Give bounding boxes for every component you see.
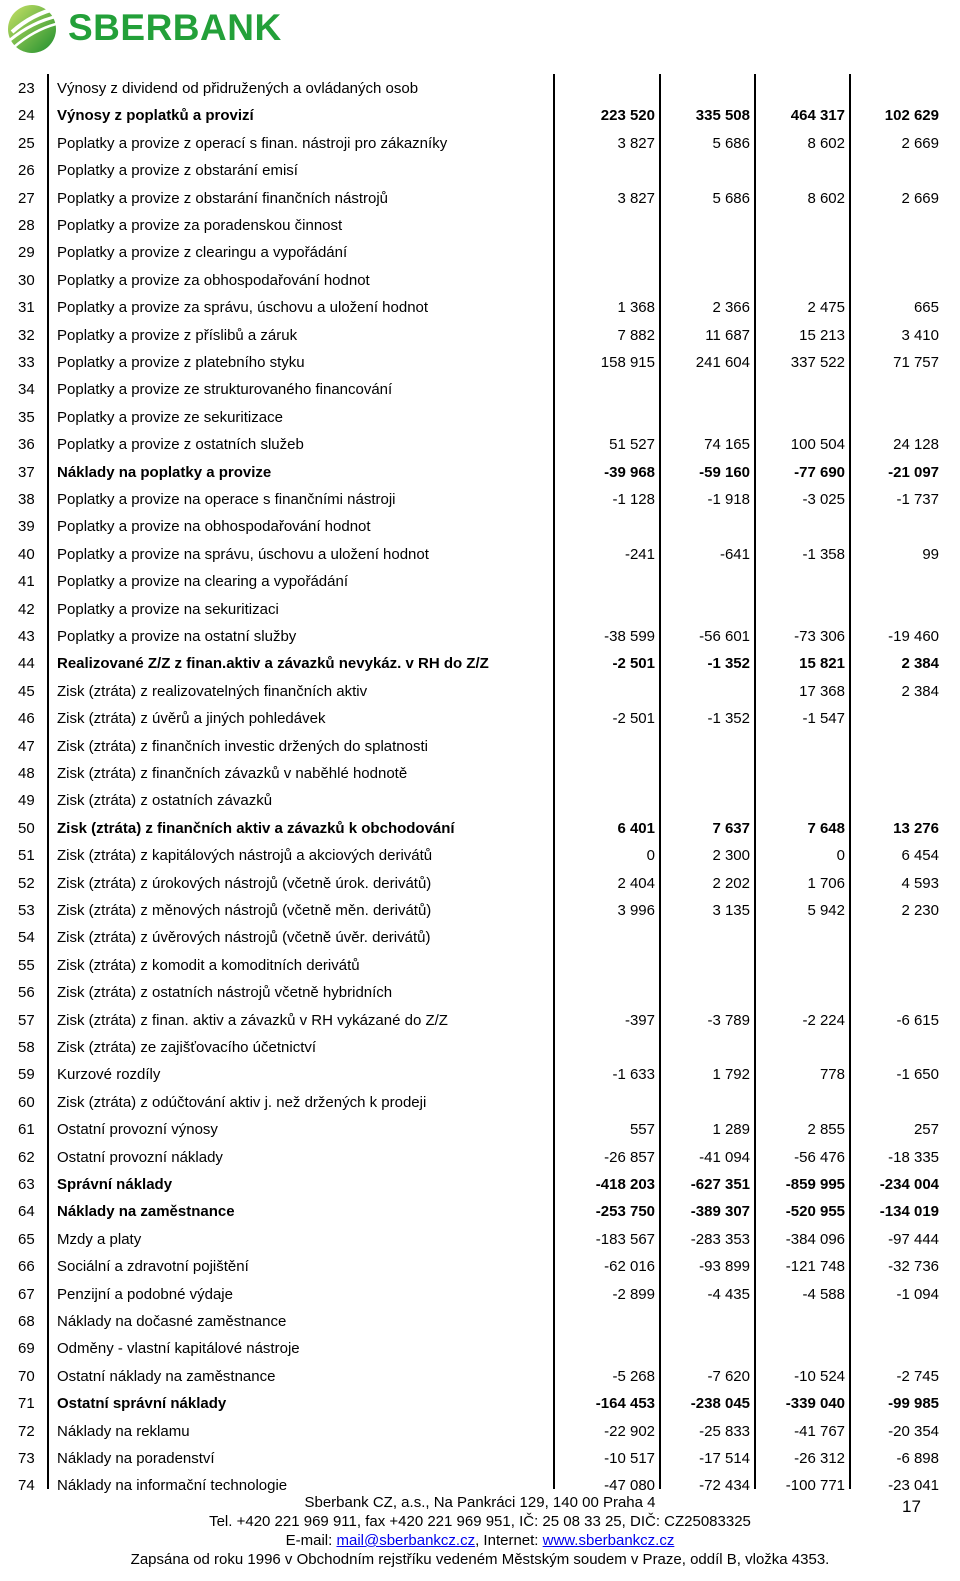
value-cell: 15 213 (799, 326, 845, 344)
value-cell: -56 601 (699, 628, 750, 645)
table-row (8, 375, 952, 402)
value-cell: 15 821 (799, 655, 845, 673)
row-number: 68 (18, 1313, 35, 1330)
value-cell: -418 203 (595, 1176, 655, 1193)
row-number: 32 (18, 326, 35, 344)
row-label: Poplatky a provize z operací s finan. nástroji pro zákazníky (57, 134, 448, 152)
value-cell: 223 520 (600, 107, 655, 125)
value-cell: -1 737 (896, 491, 939, 508)
row-label: Zisk (ztráta) z komodit a komoditních derivátů (57, 956, 360, 974)
row-number: 73 (18, 1450, 35, 1467)
value-cell: -77 690 (794, 463, 845, 481)
table-row (8, 1389, 952, 1416)
value-cell: -389 307 (690, 1203, 750, 1221)
table-row (8, 951, 952, 978)
value-cell: -384 096 (785, 1230, 845, 1248)
value-cell: -38 599 (604, 628, 655, 645)
value-cell: 665 (913, 299, 939, 317)
row-number: 27 (18, 189, 35, 207)
value-cell: 464 317 (790, 107, 845, 125)
table-row (8, 184, 952, 211)
value-cell: 71 757 (893, 354, 939, 371)
row-number: 23 (18, 80, 35, 97)
footer-registry: Zapsána od roku 1996 v Obchodním rejstříku vedeném Městským soudem v Praze, oddíl B, vložka 4353. (130, 1551, 830, 1568)
value-cell: -6 898 (896, 1450, 939, 1467)
value-cell: 100 504 (790, 436, 845, 454)
table-row (8, 869, 952, 896)
row-label: Zisk (ztráta) z odúčtování aktiv j. než držených k prodeji (57, 1093, 427, 1111)
table-row (8, 677, 952, 704)
table-row (8, 238, 952, 265)
value-cell: -41 094 (699, 1148, 750, 1166)
row-number: 36 (18, 436, 35, 454)
row-label: Zisk (ztráta) ze zajišťovacího účetnictví (57, 1039, 317, 1056)
internet-prefix: , Internet: (475, 1532, 543, 1549)
row-number: 53 (18, 902, 35, 919)
row-label: Realizované Z/Z z finan.aktiv a závazků nevykáz. v RH do Z/Z (57, 655, 489, 673)
row-label: Náklady na dočasné zaměstnance (57, 1313, 287, 1330)
row-label: Poplatky a provize na ostatní služby (57, 628, 297, 645)
row-number: 63 (18, 1176, 35, 1193)
value-cell: 2 669 (901, 189, 939, 207)
row-number: 26 (18, 162, 35, 180)
row-number: 60 (18, 1093, 35, 1111)
row-number: 67 (18, 1285, 35, 1303)
row-label: Poplatky a provize za poradenskou činnost (57, 217, 343, 234)
value-cell: 337 522 (790, 354, 845, 371)
value-cell: -3 789 (707, 1011, 750, 1029)
row-label: Náklady na poplatky a provize (57, 463, 272, 481)
table-row (8, 1225, 952, 1252)
value-cell: 2 366 (712, 299, 750, 317)
sberbank-logo (6, 2, 282, 54)
row-number: 42 (18, 600, 35, 618)
value-cell: 5 686 (712, 134, 750, 152)
row-number: 33 (18, 354, 35, 371)
row-number: 54 (18, 929, 35, 947)
value-cell: -99 985 (888, 1395, 939, 1413)
value-cell: -234 004 (879, 1176, 939, 1193)
table-row (8, 156, 952, 183)
row-label: Zisk (ztráta) z kapitálových nástrojů a akciových derivátů (57, 847, 433, 865)
row-number: 29 (18, 244, 35, 262)
value-cell: 0 (836, 847, 845, 865)
row-number: 52 (18, 874, 35, 892)
row-label: Poplatky a provize ze sekuritizace (57, 408, 283, 426)
table-row (8, 622, 952, 649)
row-number: 49 (18, 792, 35, 810)
value-cell: -2 745 (896, 1367, 939, 1385)
value-cell: 1 289 (712, 1121, 750, 1139)
table-row (8, 1115, 952, 1142)
value-cell: 4 593 (901, 874, 939, 892)
value-cell: -47 080 (604, 1477, 655, 1495)
value-cell: 2 855 (807, 1121, 845, 1139)
table-row (8, 896, 952, 923)
row-label: Poplatky a provize na operace s finančními nástroji (57, 491, 396, 508)
value-cell: -183 567 (595, 1230, 655, 1248)
value-cell: -5 268 (612, 1367, 655, 1385)
row-label: Zisk (ztráta) z finan. aktiv a závazků v RH vykázané do Z/Z (57, 1011, 448, 1029)
value-cell: -4 588 (802, 1285, 845, 1303)
value-cell: 2 230 (901, 902, 939, 919)
row-number: 39 (18, 518, 35, 536)
row-number: 28 (18, 217, 35, 234)
row-label: Náklady na informační technologie (57, 1477, 288, 1495)
value-cell: -21 097 (888, 463, 939, 481)
value-cell: -1 094 (896, 1285, 939, 1303)
row-number: 70 (18, 1367, 35, 1385)
table-row (8, 1143, 952, 1170)
table-row (8, 1444, 952, 1471)
value-cell: -39 968 (604, 463, 655, 481)
table-row (8, 595, 952, 622)
value-cell: -10 524 (794, 1367, 845, 1385)
sberbank-logo-icon (6, 2, 62, 54)
value-cell: -18 335 (888, 1148, 939, 1166)
table-row (8, 704, 952, 731)
table-row (8, 1006, 952, 1033)
value-cell: 778 (819, 1066, 845, 1084)
value-cell: -4 435 (707, 1285, 750, 1303)
value-cell: 3 410 (901, 326, 939, 344)
table-row (8, 485, 952, 512)
table-row (8, 74, 952, 101)
value-cell: -1 918 (707, 491, 750, 508)
table-row (8, 567, 952, 594)
row-number: 61 (18, 1121, 35, 1139)
value-cell: -22 902 (604, 1422, 655, 1440)
value-cell: -56 476 (794, 1148, 845, 1166)
row-label: Zisk (ztráta) z měnových nástrojů (včetně měn. derivátů) (57, 902, 432, 919)
value-cell: 557 (629, 1121, 655, 1139)
value-cell: -2 501 (612, 655, 655, 673)
row-number: 51 (18, 847, 35, 865)
row-number: 45 (18, 682, 35, 700)
row-label: Výnosy z dividend od přidružených a ovládaných osob (57, 80, 419, 97)
row-number: 40 (18, 545, 35, 563)
footer-address: Sberbank CZ, a.s., Na Pankráci 129, 140 00 Praha 4 (304, 1494, 656, 1511)
row-label: Zisk (ztráta) z realizovatelných finančních aktiv (57, 682, 368, 700)
value-cell: -73 306 (794, 628, 845, 645)
value-cell: -1 352 (707, 710, 750, 728)
row-label: Poplatky a provize z platebního styku (57, 354, 305, 371)
value-cell: 11 687 (705, 326, 750, 344)
value-cell: 1 368 (617, 299, 655, 317)
row-number: 58 (18, 1039, 35, 1056)
value-cell: 8 602 (807, 189, 845, 207)
table-row (8, 649, 952, 676)
value-cell: -2 224 (802, 1011, 845, 1029)
value-cell: -100 771 (785, 1477, 845, 1495)
table-row (8, 321, 952, 348)
row-label: Poplatky a provize z příslibů a záruk (57, 326, 298, 344)
value-cell: 2 669 (901, 134, 939, 152)
value-cell: 6 401 (617, 819, 655, 837)
value-cell: 99 (922, 545, 939, 563)
row-label: Poplatky a provize za obhospodařování hodnot (57, 271, 370, 289)
row-number: 38 (18, 491, 35, 508)
value-cell: 6 454 (901, 847, 939, 865)
row-number: 50 (18, 819, 35, 837)
value-cell: -520 955 (785, 1203, 845, 1221)
row-label: Poplatky a provize z obstarání emisí (57, 162, 298, 180)
value-cell: 3 827 (617, 189, 655, 207)
table-row (8, 293, 952, 320)
row-number: 57 (18, 1011, 35, 1029)
value-cell: -397 (624, 1011, 655, 1029)
value-cell: -2 501 (612, 710, 655, 728)
value-cell: 0 (646, 847, 655, 865)
row-label: Poplatky a provize na sekuritizaci (57, 600, 279, 618)
value-cell: 335 508 (695, 107, 750, 125)
row-number: 56 (18, 984, 35, 1002)
table-row (8, 129, 952, 156)
value-cell: -238 045 (690, 1395, 750, 1413)
row-label: Zisk (ztráta) z ostatních závazků (57, 792, 273, 810)
row-number: 48 (18, 765, 35, 782)
value-cell: -3 025 (802, 491, 845, 508)
value-cell: -23 041 (888, 1477, 939, 1495)
row-label: Poplatky a provize z ostatních služeb (57, 436, 304, 454)
row-label: Zisk (ztráta) z úrokových nástrojů (včetně úrok. derivátů) (57, 874, 432, 892)
row-label: Ostatní náklady na zaměstnance (57, 1367, 276, 1385)
value-cell: -25 833 (699, 1422, 750, 1440)
row-label: Poplatky a provize na správu, úschovu a uložení hodnot (57, 545, 429, 563)
row-label: Zisk (ztráta) z úvěrových nástrojů (včetně úvěr. derivátů) (57, 929, 431, 947)
table-row (8, 1252, 952, 1279)
row-label: Náklady na poradenství (57, 1450, 215, 1467)
table-row (8, 540, 952, 567)
value-cell: 2 202 (712, 874, 750, 892)
row-number: 46 (18, 710, 35, 728)
value-cell: 17 368 (799, 682, 845, 700)
value-cell: 24 128 (893, 436, 939, 454)
value-cell: -241 (624, 545, 655, 563)
value-cell: 5 686 (712, 189, 750, 207)
logo-text: SBERBANK (68, 7, 282, 48)
value-cell: -253 750 (595, 1203, 655, 1221)
value-cell: 2 384 (901, 682, 939, 700)
row-number: 30 (18, 271, 35, 289)
table-row (8, 1060, 952, 1087)
value-cell: -1 128 (612, 491, 655, 508)
table-row (8, 1334, 952, 1361)
value-cell: -72 434 (699, 1477, 750, 1495)
value-cell: 1 706 (807, 874, 845, 892)
table-row (8, 101, 952, 128)
row-number: 65 (18, 1230, 35, 1248)
row-label: Ostatní provozní výnosy (57, 1121, 218, 1139)
row-label: Sociální a zdravotní pojištění (57, 1258, 249, 1276)
row-label: Poplatky a provize na obhospodařování hodnot (57, 518, 371, 536)
value-cell: -641 (719, 545, 750, 563)
row-number: 66 (18, 1258, 35, 1276)
value-cell: 13 276 (893, 819, 939, 837)
table-row (8, 1170, 952, 1197)
value-cell: -1 358 (802, 545, 845, 563)
row-number: 55 (18, 956, 35, 974)
table-row (8, 923, 952, 950)
page-number: 17 (902, 1497, 921, 1516)
row-label: Zisk (ztráta) z úvěrů a jiných pohledávek (57, 710, 326, 728)
value-cell: -41 767 (794, 1422, 845, 1440)
row-label: Poplatky a provize z obstarání finančních nástrojů (57, 189, 389, 207)
value-cell: -97 444 (888, 1230, 939, 1248)
value-cell: -26 312 (794, 1450, 845, 1467)
email-link[interactable]: mail@sberbankcz.cz (336, 1532, 476, 1549)
row-label: Správní náklady (57, 1176, 173, 1193)
table-row (8, 1280, 952, 1307)
table-row (8, 512, 952, 539)
table-row (8, 1417, 952, 1444)
row-label: Ostatní správní náklady (57, 1395, 227, 1413)
value-cell: -32 736 (888, 1258, 939, 1276)
table-row (8, 458, 952, 485)
row-label: Poplatky a provize na clearing a vypořádání (57, 573, 349, 591)
row-number: 69 (18, 1340, 35, 1358)
table-row (8, 786, 952, 813)
value-cell: -859 995 (785, 1176, 845, 1193)
value-cell: 241 604 (695, 354, 750, 371)
value-cell: -17 514 (699, 1450, 750, 1467)
table-row (8, 430, 952, 457)
row-label: Poplatky a provize za správu, úschovu a uložení hodnot (57, 299, 429, 317)
table-row (8, 403, 952, 430)
row-number: 35 (18, 408, 35, 426)
table-row (8, 841, 952, 868)
table-row (8, 1307, 952, 1334)
value-cell: 2 475 (807, 299, 845, 317)
table-row (8, 814, 952, 841)
value-cell: 1 792 (712, 1066, 750, 1084)
row-number: 41 (18, 573, 35, 591)
table-row (8, 978, 952, 1005)
row-number: 34 (18, 381, 35, 399)
value-cell: 3 827 (617, 134, 655, 152)
row-label: Poplatky a provize z clearingu a vypořádání (57, 244, 348, 262)
table-row (8, 1197, 952, 1224)
row-label: Mzdy a platy (57, 1230, 142, 1248)
value-cell: 257 (913, 1121, 939, 1139)
row-label: Ostatní provozní náklady (57, 1148, 223, 1166)
value-cell: -339 040 (785, 1395, 845, 1413)
value-cell: 102 629 (884, 107, 939, 125)
footer-contact: Tel. +420 221 969 911, fax +420 221 969 951, IČ: 25 08 33 25, DIČ: CZ25083325 (209, 1513, 751, 1530)
row-label: Odměny - vlastní kapitálové nástroje (57, 1340, 300, 1358)
value-cell: -20 354 (888, 1422, 939, 1440)
value-cell: 2 300 (712, 847, 750, 865)
value-cell: -134 019 (879, 1203, 939, 1221)
row-label: Zisk (ztráta) z finančních investic držených do splatnosti (57, 737, 428, 755)
row-label: Zisk (ztráta) z finančních závazků v naběhlé hodnotě (57, 765, 408, 782)
table-row (8, 211, 952, 238)
value-cell: -121 748 (785, 1258, 845, 1276)
row-number: 71 (18, 1395, 35, 1413)
value-cell: -7 620 (707, 1367, 750, 1385)
value-cell: 2 384 (901, 655, 939, 673)
value-cell: 158 915 (600, 354, 655, 371)
value-cell: -1 547 (802, 710, 845, 728)
table-row (8, 759, 952, 786)
table-row (8, 348, 952, 375)
row-number: 72 (18, 1422, 35, 1440)
table-row (8, 1033, 952, 1060)
row-label: Poplatky a provize ze strukturovaného financování (57, 381, 393, 399)
row-number: 47 (18, 737, 35, 755)
row-number: 44 (18, 655, 35, 673)
value-cell: -164 453 (595, 1395, 655, 1413)
row-label: Zisk (ztráta) z ostatních nástrojů včetně hybridních (57, 984, 393, 1002)
row-number: 37 (18, 463, 35, 481)
value-cell: -19 460 (888, 628, 939, 645)
value-cell: 8 602 (807, 134, 845, 152)
value-cell: 74 165 (704, 436, 750, 454)
row-number: 25 (18, 134, 35, 152)
footer-links (0, 1532, 960, 1549)
value-cell: -1 650 (896, 1066, 939, 1084)
row-label: Kurzové rozdíly (57, 1066, 161, 1084)
value-cell: 51 527 (609, 436, 655, 454)
row-label: Náklady na zaměstnance (57, 1203, 235, 1221)
value-cell: 7 882 (617, 326, 655, 344)
value-cell: -59 160 (699, 463, 750, 481)
value-cell: -10 517 (604, 1450, 655, 1467)
row-label: Penzijní a podobné výdaje (57, 1285, 233, 1303)
table-row (8, 1088, 952, 1115)
value-cell: 7 648 (807, 819, 845, 837)
row-number: 62 (18, 1148, 35, 1166)
row-number: 43 (18, 628, 35, 645)
value-cell: -1 633 (612, 1066, 655, 1084)
value-cell: 3 135 (712, 902, 750, 919)
value-cell: -26 857 (604, 1148, 655, 1166)
row-number: 31 (18, 299, 35, 317)
table-row (8, 266, 952, 293)
row-label: Náklady na reklamu (57, 1422, 190, 1440)
row-number: 59 (18, 1066, 35, 1084)
value-cell: -1 352 (707, 655, 750, 673)
row-label: Výnosy z poplatků a provizí (57, 107, 254, 125)
row-label: Zisk (ztráta) z finančních aktiv a závazků k obchodování (57, 819, 455, 837)
value-cell: -2 899 (612, 1285, 655, 1303)
value-cell: 2 404 (617, 874, 655, 892)
value-cell: 3 996 (617, 902, 655, 919)
value-cell: -627 351 (690, 1176, 750, 1193)
value-cell: -283 353 (690, 1230, 750, 1248)
value-cell: 7 637 (712, 819, 750, 837)
row-number: 64 (18, 1203, 35, 1221)
row-number: 24 (18, 107, 35, 125)
row-number: 74 (18, 1477, 35, 1495)
value-cell: -6 615 (896, 1011, 939, 1029)
table-row (8, 732, 952, 759)
value-cell: 5 942 (807, 902, 845, 919)
value-cell: -93 899 (699, 1258, 750, 1276)
email-prefix: E-mail: (285, 1532, 337, 1549)
value-cell: -62 016 (604, 1258, 655, 1276)
table-row (8, 1362, 952, 1389)
website-link[interactable]: www.sberbankcz.cz (542, 1532, 675, 1549)
